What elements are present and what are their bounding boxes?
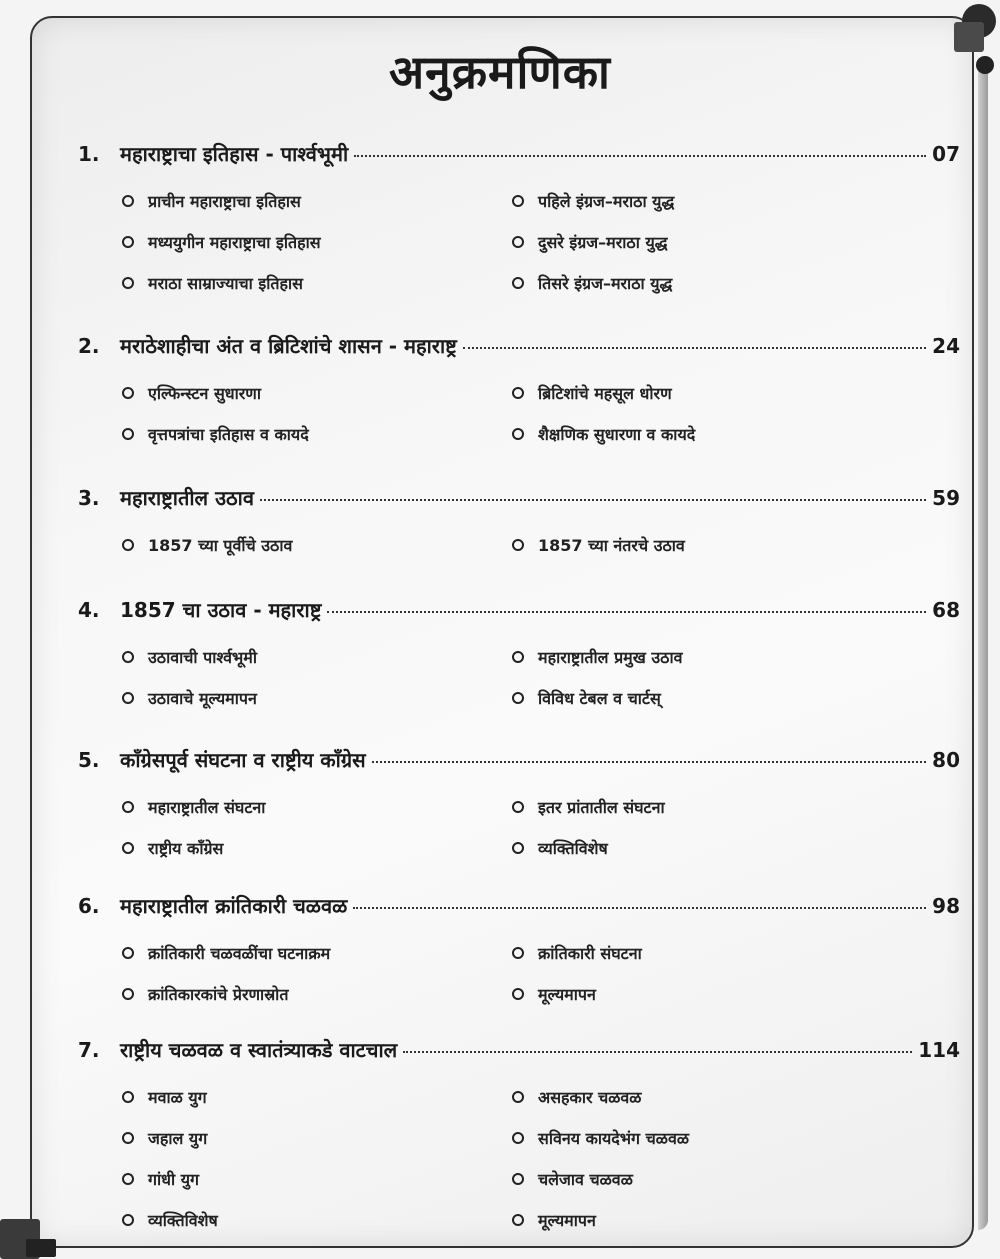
subtopic-item [512,636,902,677]
toc-section [78,1036,960,1240]
section-number: 7. [78,1038,100,1062]
dotted-leader [403,1051,912,1053]
circle-bullet-icon [122,277,134,289]
toc-section-heading[interactable] [78,596,960,636]
circle-bullet-icon [512,801,524,813]
circle-bullet-icon [512,842,524,854]
page-edge-shadow [978,60,988,1230]
subtopic-label: शैक्षणिक सुधारणा व कायदे [538,424,696,444]
dotted-leader [372,761,927,763]
section-title: महाराष्ट्रातील क्रांतिकारी चळवळ [120,894,348,918]
subtopic-item [512,524,902,565]
subtopic-item [122,524,512,565]
subtopic-label: मराठा साम्राज्याचा इतिहास [148,273,303,293]
section-number: 6. [78,894,100,918]
circle-bullet-icon [512,277,524,289]
subtopic-list [122,786,960,868]
section-number: 3. [78,486,100,510]
circle-bullet-icon [122,539,134,551]
circle-bullet-icon [512,428,524,440]
subtopic-label: तिसरे इंग्रज–मराठा युद्ध [538,273,673,293]
subtopic-label: राष्ट्रीय काँग्रेस [148,838,224,858]
section-page-number: 98 [932,894,960,918]
circle-bullet-icon [512,1214,524,1226]
circle-bullet-icon [122,1132,134,1144]
subtopic-label: महाराष्ट्रातील संघटना [148,797,266,817]
section-page-number: 07 [932,142,960,166]
subtopic-label: मध्ययुगीन महाराष्ट्राचा इतिहास [148,232,321,252]
subtopic-item [512,786,902,827]
subtopic-label: प्राचीन महाराष्ट्राचा इतिहास [148,191,301,211]
section-title: राष्ट्रीय चळवळ व स्वातंत्र्याकडे वाटचाल [120,1038,398,1062]
subtopic-label: ब्रिटिशांचे महसूल धोरण [538,383,672,403]
page-title: अनुक्रमणिका [389,45,611,99]
subtopic-label: विविध टेबल व चार्टस् [538,688,661,708]
subtopic-label: एल्फिन्स्टन सुधारणा [148,383,262,403]
subtopic-list [122,636,960,718]
subtopic-item [122,372,512,413]
subtopic-item [122,677,512,718]
subtopic-item [122,973,512,1014]
circle-bullet-icon [512,1173,524,1185]
circle-bullet-icon [512,236,524,248]
circle-bullet-icon [122,947,134,959]
circle-bullet-icon [122,387,134,399]
section-title: 1857 चा उठाव - महाराष्ट्र [120,598,322,622]
toc-section-heading[interactable] [78,332,960,372]
subtopic-item [512,413,902,454]
subtopic-item [512,973,902,1014]
circle-bullet-icon [122,1173,134,1185]
circle-bullet-icon [512,947,524,959]
subtopic-item [512,221,902,262]
dotted-leader [260,499,926,501]
section-page-number: 24 [932,334,960,358]
subtopic-list [122,1076,960,1240]
subtopic-label: उठावाचे मूल्यमापन [148,688,257,708]
corner-ornament-icon [26,1239,56,1257]
subtopic-item [122,262,512,303]
subtopic-label: व्यक्तिविशेष [148,1210,218,1230]
circle-bullet-icon [512,1132,524,1144]
subtopic-label: महाराष्ट्रातील प्रमुख उठाव [538,647,683,667]
subtopic-item [512,677,902,718]
subtopic-item [512,827,902,868]
circle-bullet-icon [122,1091,134,1103]
circle-bullet-icon [122,651,134,663]
subtopic-label: 1857 च्या पूर्वीचे उठाव [148,535,293,555]
circle-bullet-icon [122,195,134,207]
subtopic-label: दुसरे इंग्रज–मराठा युद्ध [538,232,668,252]
section-number: 5. [78,748,100,772]
subtopic-label: 1857 च्या नंतरचे उठाव [538,535,685,555]
subtopic-label: मवाळ युग [148,1087,207,1107]
circle-bullet-icon [122,988,134,1000]
section-title: मराठेशाहीचा अंत व ब्रिटिशांचे शासन - महाराष्ट्र [120,334,457,358]
subtopic-label: उठावाची पार्श्वभूमी [148,647,258,667]
subtopic-label: क्रांतिकारी चळवळींचा घटनाक्रम [148,943,331,963]
toc-section-heading[interactable] [78,892,960,932]
circle-bullet-icon [122,842,134,854]
circle-bullet-icon [512,387,524,399]
subtopic-label: इतर प्रांतातील संघटना [538,797,665,817]
subtopic-list [122,932,960,1014]
subtopic-label: क्रांतिकारकांचे प्रेरणास्रोत [148,984,289,1004]
circle-bullet-icon [512,539,524,551]
toc-section-heading[interactable] [78,140,960,180]
subtopic-label: क्रांतिकारी संघटना [538,943,642,963]
subtopic-item [512,372,902,413]
subtopic-item [122,180,512,221]
section-page-number: 80 [932,748,960,772]
subtopic-label: सविनय कायदेभंग चळवळ [538,1128,689,1148]
subtopic-label: व्यक्तिविशेष [538,838,608,858]
dotted-leader [353,907,926,909]
toc-section-heading[interactable] [78,1036,960,1076]
dotted-leader [463,347,926,349]
toc-section [78,596,960,718]
subtopic-label: चलेजाव चळवळ [538,1169,633,1189]
circle-bullet-icon [512,988,524,1000]
subtopic-label: मूल्यमापन [538,984,596,1004]
subtopic-label: जहाल युग [148,1128,208,1148]
section-title: महाराष्ट्रातील उठाव [120,486,254,510]
subtopic-item [122,1199,512,1240]
toc-section-heading[interactable] [78,746,960,786]
subtopic-item [512,932,902,973]
toc-section-heading[interactable] [78,484,960,524]
subtopic-list [122,180,960,303]
subtopic-item [512,1117,902,1158]
subtopic-item [122,1076,512,1117]
circle-bullet-icon [122,801,134,813]
subtopic-item [122,636,512,677]
dotted-leader [327,611,926,613]
section-number: 4. [78,598,100,622]
subtopic-label: पहिले इंग्रज–मराठा युद्ध [538,191,675,211]
section-page-number: 114 [918,1038,960,1062]
section-number: 1. [78,142,100,166]
subtopic-list [122,372,960,454]
subtopic-label: गांधी युग [148,1169,199,1189]
subtopic-item [122,221,512,262]
toc-section [78,746,960,868]
subtopic-item [512,180,902,221]
section-page-number: 68 [932,598,960,622]
subtopic-label: मूल्यमापन [538,1210,596,1230]
subtopic-item [122,786,512,827]
subtopic-item [512,1158,902,1199]
section-title: महाराष्ट्राचा इतिहास - पार्श्वभूमी [120,142,349,166]
subtopic-item [512,1199,902,1240]
circle-bullet-icon [122,692,134,704]
section-number: 2. [78,334,100,358]
subtopic-item [122,1117,512,1158]
circle-bullet-icon [512,651,524,663]
circle-bullet-icon [512,1091,524,1103]
subtopic-label: असहकार चळवळ [538,1087,642,1107]
subtopic-item [512,262,902,303]
section-title: काँग्रेसपूर्व संघटना व राष्ट्रीय काँग्रेस [120,748,366,772]
circle-bullet-icon [512,692,524,704]
toc-section [78,892,960,1014]
subtopic-item [122,827,512,868]
subtopic-item [122,413,512,454]
section-page-number: 59 [932,486,960,510]
toc-section [78,332,960,454]
subtopic-list [122,524,960,565]
circle-bullet-icon [122,1214,134,1226]
toc-section [78,484,960,565]
circle-bullet-icon [122,428,134,440]
toc-section [78,140,960,303]
subtopic-item [122,1158,512,1199]
subtopic-item [512,1076,902,1117]
dotted-leader [354,155,926,157]
circle-bullet-icon [512,195,524,207]
subtopic-item [122,932,512,973]
subtopic-label: वृत्तपत्रांचा इतिहास व कायदे [148,424,309,444]
circle-bullet-icon [122,236,134,248]
